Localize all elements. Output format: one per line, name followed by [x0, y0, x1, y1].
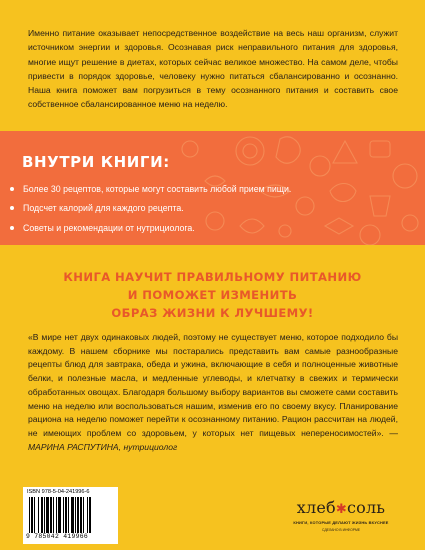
- barcode-bar: [31, 497, 33, 533]
- slogan-line: И ПОМОЖЕТ ИЗМЕНИТЬ: [127, 288, 298, 302]
- barcode-bar: [50, 497, 52, 533]
- isbn-barcode-box: [23, 487, 118, 544]
- intro-paragraph: Именно питание оказывает непосредственное воздействие на весь наш организм, служит источником энергии и здоровья. Осознавая риск неправильного питания для здоровья, многие ищут решение в диетах, которых сейчас великое множество. На самом деле, чтобы привести в порядок здоровье, человеку нужно питаться сбалансированно и осознанно. Наша книга поможет вам погрузиться в тему осознанного питания и составить свое собственное сбалансированное меню на неделю.: [28, 28, 398, 110]
- barcode-bar: [63, 497, 64, 533]
- publisher-wordmark: [291, 499, 391, 518]
- barcode-bar: [53, 497, 54, 533]
- barcode-bar: [56, 497, 57, 533]
- publisher-logo: [291, 499, 391, 532]
- barcode-bar: [58, 497, 61, 533]
- list-item: [10, 223, 291, 234]
- barcode-bar: [75, 497, 76, 533]
- barcode-bar: [71, 497, 74, 533]
- barcode-bar: [83, 497, 84, 533]
- quote-text: «В мире нет двух одинаковых людей, поэтому не существует меню, которое подходило бы каждому. В нашем сборнике мы постарались представить вам самые разнообразные рецепты блюд для завтрака, обеда и ужина, включающие в себя и полноценные животные белки, и полезные масла, и медленные углеводы, и клетчатку в свежих и термически обработанных овощах. Благодаря большому выбору вариантов вы сможете сами составить меню на неделю или воспользоваться нашим, изменив его по своему вкусу. Планирование рациона на неделю поможет перейти к осознанному питанию. Рацион рассчитан на людей, не имеющих проблем со здоровьем, у которых нет пищевых непереносимостей».: [28, 332, 398, 438]
- star-icon: ✱: [335, 502, 347, 517]
- barcode-bar: [46, 497, 49, 533]
- slogan: [0, 268, 425, 322]
- inside-book-band: [0, 131, 425, 245]
- wordmark-right: соль: [346, 498, 386, 517]
- nutritionist-quote: [28, 331, 398, 454]
- quote-author: — МАРИНА РАСПУТИНА, нутрициолог: [28, 427, 398, 452]
- barcode-bar: [38, 497, 39, 533]
- bullet-icon: [10, 226, 14, 230]
- bullet-icon: [10, 187, 14, 191]
- inside-book-list: [10, 184, 291, 242]
- isbn-label: ISBN 978-5-04-241996-6: [27, 489, 90, 495]
- publisher-subline: СДЕЛАНО В ИНФОРМЕ: [321, 528, 361, 532]
- inside-book-heading: ВНУТРИ КНИГИ:: [22, 153, 170, 171]
- barcode-bar: [41, 497, 43, 533]
- list-item: [10, 184, 291, 195]
- list-item-text: Подсчет калорий для каждого рецепта.: [23, 203, 184, 214]
- publisher-tagline: КНИГИ, КОТОРЫЕ ДЕЛАЮТ ЖИЗНЬ ВКУСНЕЕ: [293, 520, 389, 525]
- list-item-text: Советы и рекомендации от нутрициолога.: [23, 222, 195, 233]
- barcode-bar: [65, 497, 67, 533]
- list-item-text: Более 30 рецептов, которые могут составить любой прием пищи.: [23, 184, 292, 194]
- bullet-icon: [10, 206, 14, 210]
- list-item: [10, 203, 291, 214]
- slogan-line: КНИГА НАУЧИТ ПРАВИЛЬНОМУ ПИТАНИЮ: [63, 270, 362, 284]
- barcode-bar: [87, 497, 88, 533]
- barcode-bar: [44, 497, 45, 533]
- barcode-bar: [80, 497, 82, 533]
- isbn-digits: 9 785042 419966: [26, 533, 89, 540]
- barcode-bar: [89, 497, 91, 533]
- barcode: [29, 497, 113, 533]
- barcode-bar: [68, 497, 69, 533]
- barcode-bar: [29, 497, 30, 533]
- barcode-bar: [34, 497, 35, 533]
- slogan-line: ОБРАЗ ЖИЗНИ К ЛУЧШЕМУ!: [111, 306, 314, 320]
- wordmark-left: хлеб: [296, 498, 336, 517]
- barcode-bar: [77, 497, 79, 533]
